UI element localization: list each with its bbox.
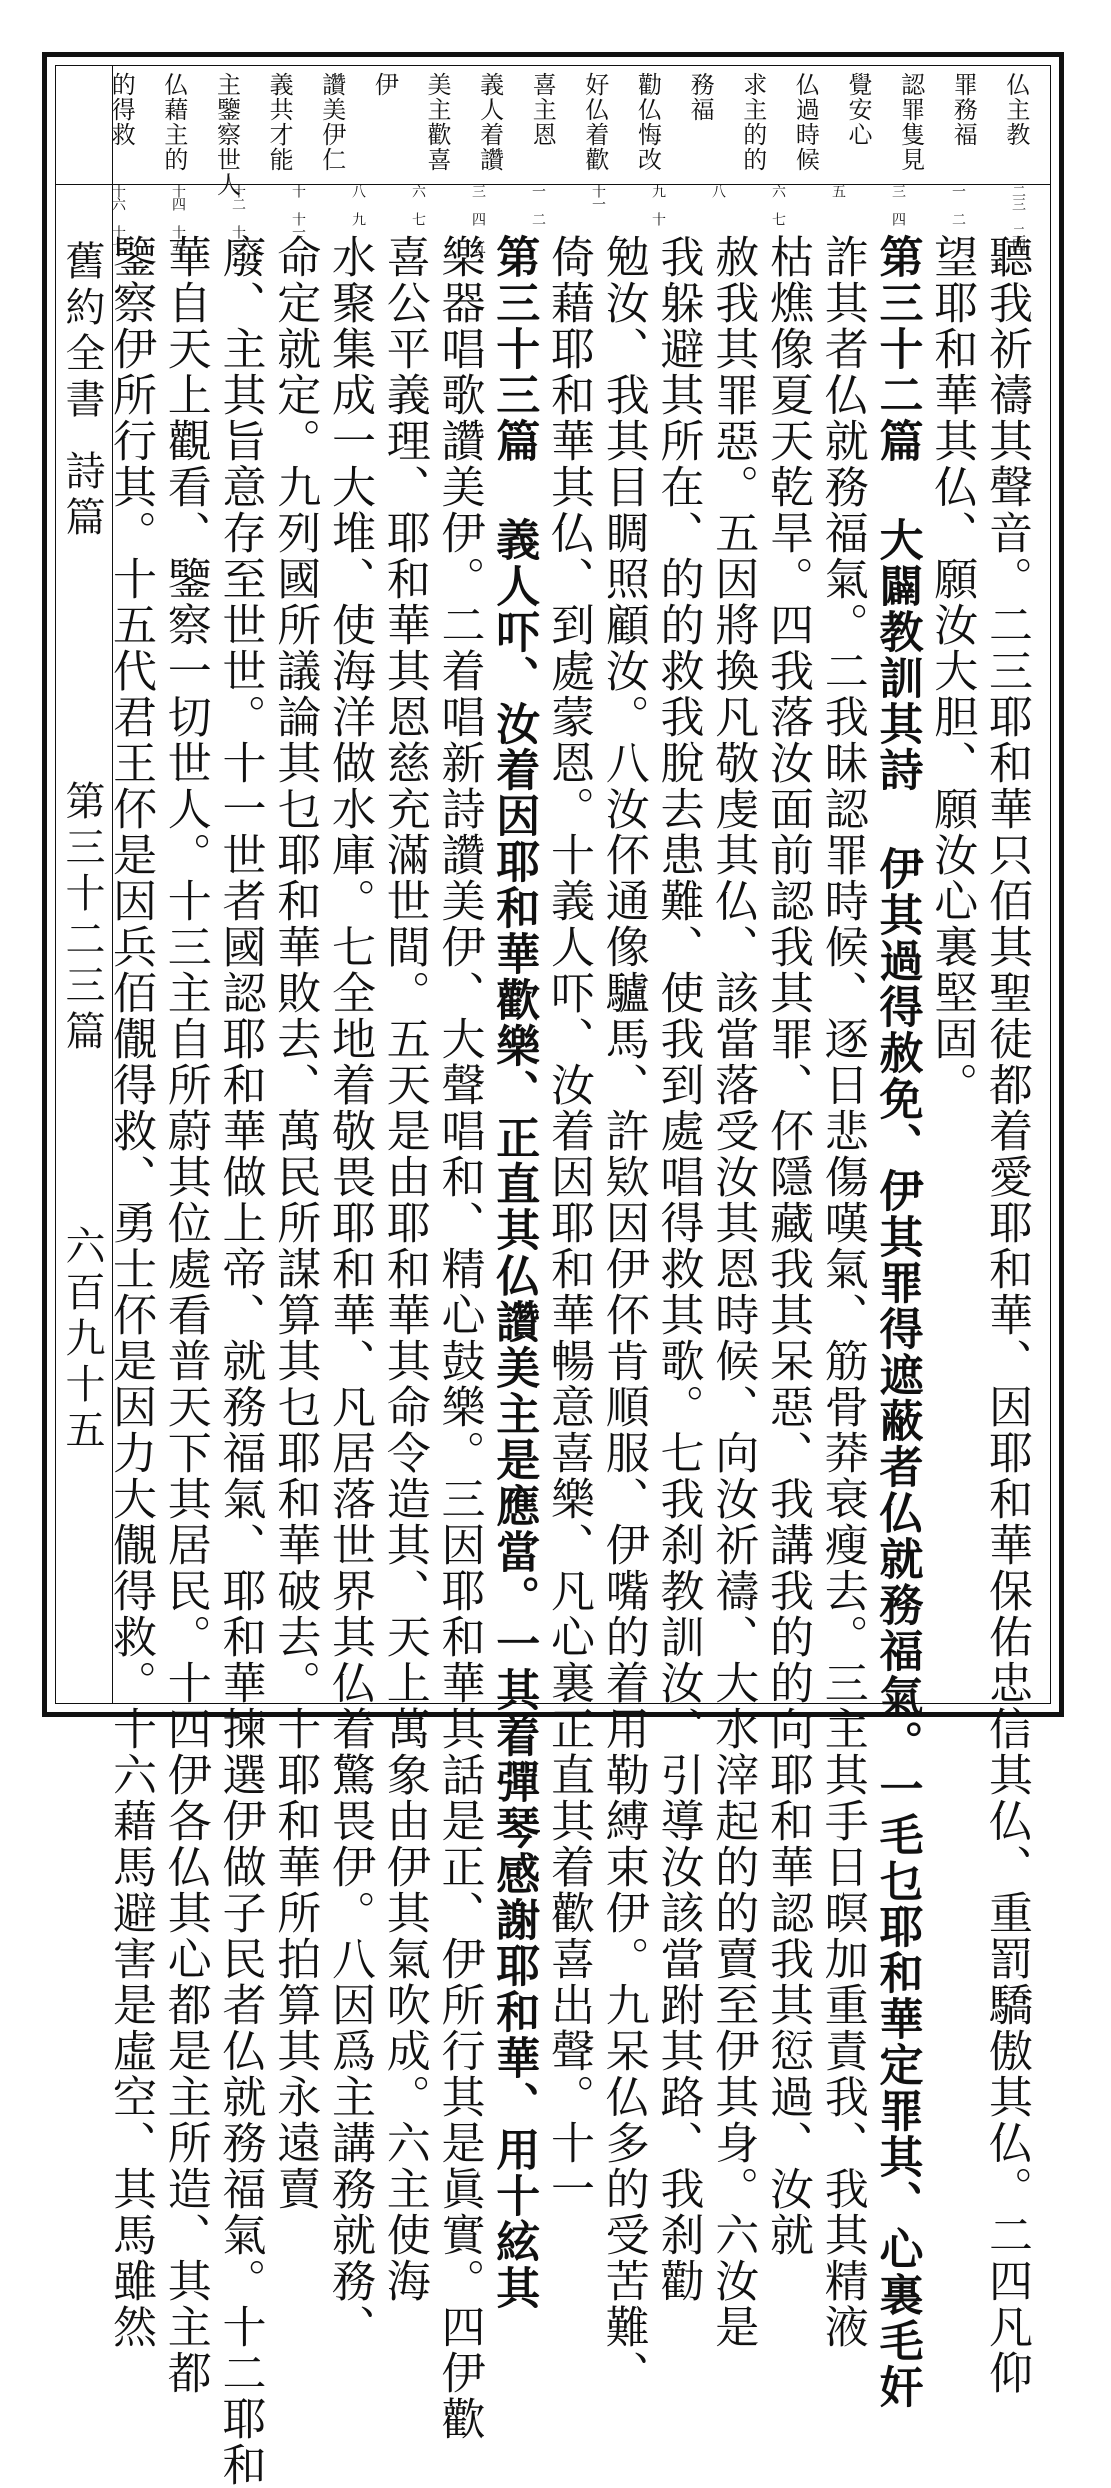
text-body [105, 234, 1032, 2488]
verse-number: 十一 [590, 184, 606, 210]
chapter-title: 第三十二三篇 [59, 780, 105, 1056]
note: 罪務福 [949, 72, 978, 147]
text-column: 第三十二篇 大闢教訓其詩 伊其過得赦免、伊其罪得遮蔽者仏就務福氣。一毛乜耶和華定罪其、心裏毛奸 [871, 234, 923, 2410]
note: 務福 [686, 72, 715, 122]
note: 仏過時候 [791, 72, 820, 172]
text-column: 聽我祈禱其聲音。二三耶和華只佰其聖徒都着愛耶和華、因耶和華保佑忠信其仏、重罰驕傲其仏。二四凡仰 [981, 234, 1032, 2396]
verse-number: 十 十一 [290, 184, 306, 238]
note: 義共才能 [265, 72, 294, 172]
note: 美主歡喜 [422, 72, 451, 172]
verse-number: 十二 十三 [230, 184, 246, 251]
text-column: 第三十三篇 義人吓、汝着因耶和華歡樂、正直其仏讚美主是應當。一其着彈琴感謝耶和華、用十絃其 [488, 234, 540, 2311]
text-column: 詐其者仏就務福氣。二我昧認罪時候、逐日悲傷嘆氣、筋骨莽衰瘦去。三主其手日暝加重責我、我其精液 [816, 234, 868, 2350]
text-column: 枯燋像夏天乾旱。四我落汝面前認我其罪、伓隱藏我其呆惡、我講我的的向耶和華認我其愆過、汝就 [762, 234, 813, 2258]
verse-number: 九 十 [650, 184, 666, 225]
note: 勸仏悔改 [633, 72, 662, 172]
text-column: 命定就定。九列國所議論其乜耶和華敗去、萬民所謀算其乜耶和華破去。十耶和華所拍算其永遠賣 [269, 234, 321, 2212]
note: 仏主教 [1001, 72, 1030, 147]
text-column: 廢、主其旨意存至世世。十一世者國認耶和華做上帝、就務福氣、耶和華揀選伊做子民者仏就務福氣。十二耶和 [214, 234, 266, 2488]
verse-number: 三 四 [890, 184, 906, 225]
verse-number: 八 [710, 184, 726, 197]
text-column: 華自天上觀看、鑒察一切世人。十三主自所蔚其位處看普天下其居民。十四伊各仏其心都是主所造、其主都 [159, 234, 211, 2396]
page-number: 六百九十五 [59, 1225, 105, 1455]
text-column: 倚藉耶和華其仏、到處蒙恩。十義人吓、汝着因耶和華暢意喜樂、凡心裏正直其着歡喜出聲。十一 [543, 234, 594, 2212]
section-title: 詩篇 [59, 450, 105, 542]
verse-number: 一 二 [950, 184, 966, 225]
text-column: 望耶和華其仏、願汝大胆、願汝心裏堅固。 [926, 234, 978, 1108]
verse-number: 六 七 [770, 184, 786, 225]
verse-number: 五 [830, 184, 846, 197]
verse-number: 八 九 [350, 184, 366, 225]
note: 的得救 [107, 72, 136, 147]
text-column: 我躲避其所在、的的救我脫去患難、使我到處唱得救其歌。七我刹教訓汝、引導汝該當跗其路、我刹勸 [652, 234, 704, 2304]
verse-number: 六 七 [410, 184, 426, 225]
verse-number: 三 四 五 [470, 184, 486, 253]
verse-number: 二三 二四 [1010, 184, 1026, 251]
text-column: 喜公平義理、耶和華其恩慈充滿世間。五天是由耶和華其命令造其、天上萬象由伊其氣吹成。六主使海 [378, 234, 430, 2304]
text-column: 赦我其罪惡。五因將換凡敬虔其仏、該當落受汝其恩時候、向汝祈禱、大水滓起的的賣至伊其身。六汝是 [707, 234, 759, 2350]
book-title: 舊約全書 [59, 240, 105, 424]
verse-number: 十四 十五 [170, 184, 186, 251]
note: 覺安心 [843, 72, 872, 147]
text-column: 水聚集成一大堆、使海洋做水庫。七全地着敬畏耶和華、凡居落世界其仏着驚畏伊。八因爲主講務就務、 [324, 234, 375, 2350]
text-column: 勉汝、我其目睭照顧汝。八汝伓通像驢馬、許欵因伊伓肯順服、伊嘴的着用勒縛束伊。九呆仏多的受苦難、 [597, 234, 649, 2396]
text-column: 樂器唱歌讚美伊。二着唱新詩讚美伊、大聲唱和、精心鼓樂。三因耶和華其話是正、伊所行其是眞實。四伊歡 [433, 234, 485, 2442]
verse-number: 十六 十七 [110, 184, 126, 251]
note: 好仏着歡 [580, 72, 609, 172]
note: 讚美伊仁 [317, 72, 346, 172]
note: 認罪隻見 [896, 72, 925, 172]
note: 喜主恩 [528, 72, 557, 147]
note: 伊 [370, 72, 399, 97]
note: 義人着讚 [475, 72, 504, 172]
verse-number-row [108, 184, 1028, 253]
text-column: 鑒察伊所行其。十五代君王伓是因兵佰儬得救、勇士伓是因力大儬得救。十六藉馬避害是虛空、其馬雖然 [105, 234, 156, 2350]
note: 主鑒察世人 [212, 72, 241, 197]
note: 求主的的 [738, 72, 767, 172]
note: 仏藉主的 [159, 72, 188, 172]
verse-number: 一 二 [530, 184, 546, 225]
